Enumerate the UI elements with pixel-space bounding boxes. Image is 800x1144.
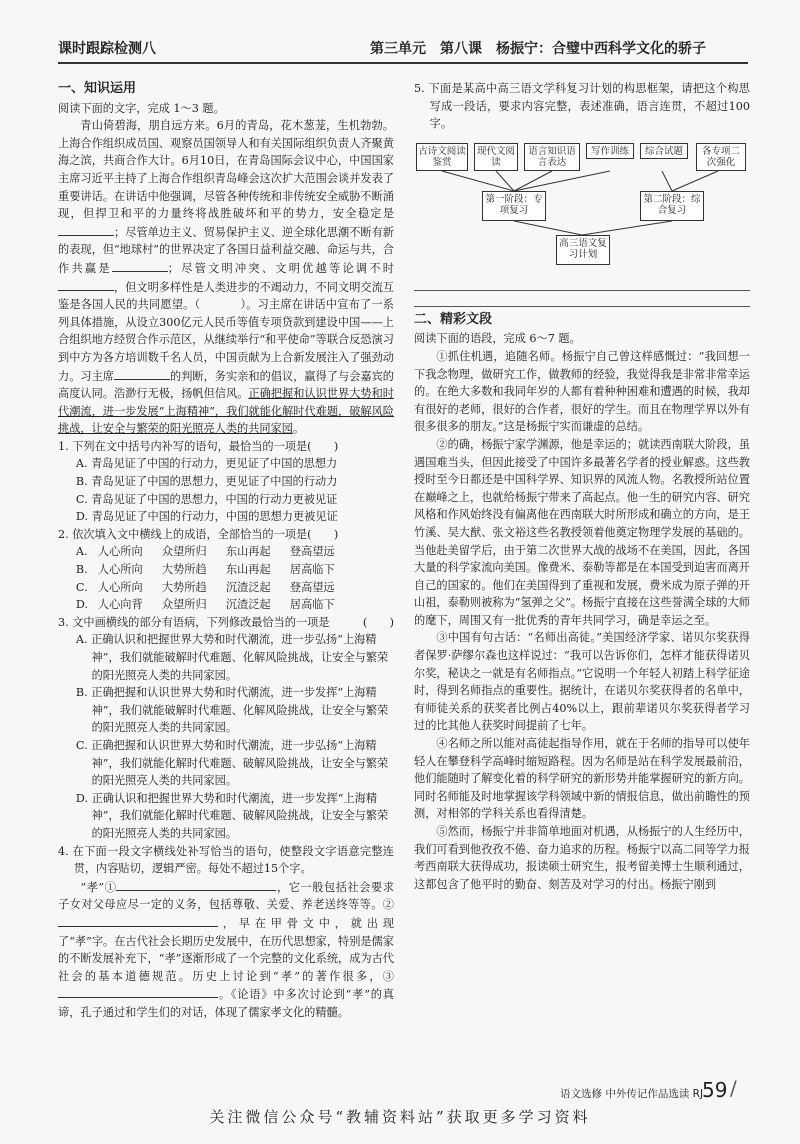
- idiom: 沉渣泛起: [225, 598, 271, 612]
- q3-option-c[interactable]: C. 正确把握和认识世界大势和时代潮流，进一步弘扬“上海精神”，我们就能化解时代难题、破解风险挑战，让安全与繁荣的阳光照亮人类的共同家园。: [75, 738, 389, 788]
- header-right-title: 第三单元 第八课 杨振宁：合璧中西科学文化的骄子: [370, 41, 706, 57]
- essay-paragraph-4: ④名师之所以能对高徒起指导作用，就在于名师的指导可以使年轻人在攀登科学高峰时缩短路程。因为名师是站在科学发展最前沿，他们能随时了解变化着的科学研究的新形势并能掌握研究的新方向。同时名师能及时地掌握该学科领域中新的情报信息，做出前瞻性的预测，对相邻的学科关系也看得清楚。: [414, 737, 750, 821]
- q1-option-b[interactable]: B. 青岛见证了中国的思想力，更见证了中国的行动力: [75, 475, 338, 489]
- idiom: 东山再起: [225, 563, 271, 577]
- idiom: 众望所归: [161, 598, 207, 612]
- page-number: 59: [702, 1078, 728, 1102]
- essay-paragraph-3: ③中国有句古话：“名师出高徒。”美国经济学家、诺贝尔奖获得者保罗·萨缪尔森也这样说过：“我可以告诉你们，怎样才能获得诺贝尔奖，秘诀之一就是有名师指点。”它说明一个年轻人初踏上科学征途时，得到名师指点的重要性。据统计，在诺贝尔奖获得者的名单中，有师徒关系的获奖者比例占40%以上，跟前辈诺贝尔奖获得者学习过的比其他人获奖时间提前了七年。: [414, 631, 750, 733]
- question-4-passage: [58, 878, 394, 1022]
- section-intro: 阅读下面的文字，完成 1～3 题。: [58, 101, 225, 115]
- q3-option-b[interactable]: B. 正确把握和认识世界大势和时代潮流，进一步发挥“上海精神”，我们就能破解时代难题、化解风险挑战，让安全与繁荣的阳光照亮人类的共同家园。: [75, 686, 389, 735]
- right-column: [414, 80, 750, 893]
- box-writing-training: 写作训练: [586, 143, 634, 159]
- idiom: 人心所向: [97, 563, 143, 577]
- box-stage-two: 第二阶段：综合复习: [640, 191, 704, 221]
- header-left-title: 课时跟踪检测八: [58, 41, 156, 57]
- option-letter: B.: [75, 563, 88, 577]
- question-3-stem: [58, 614, 394, 632]
- box-modern-reading: 现代文阅读: [474, 143, 518, 171]
- q4-text: ，早在甲骨文中，就出现了“孝”字。在古代社会长期历史发展中，在历代思想家，特别是儒家的不断发展补充下，“孝”逐渐形成了一个完整的文化系统，成为古代社会的基本道德规范。历史上讨论到“孝”的著作很多，③: [58, 916, 394, 983]
- answer-line[interactable]: [414, 291, 750, 307]
- box-review-plan: 高三语文复习计划: [556, 235, 610, 265]
- q1-option-a[interactable]: A. 青岛见证了中国的行动力，更见证了中国的思想力: [75, 457, 338, 471]
- question-5-stem: 5. 下面是某高中高三语文学科复习计划的构思框架，请把这个构思写成一段话，要求内容完整，表述准确，语言连贯，不超过100字。: [414, 82, 750, 131]
- q3-stem-text: 3. 文中画横线的部分有语病，下列修改最恰当的一项是: [58, 615, 330, 629]
- passage-text: ，但文明多样性是人类进步的不竭动力，不同文明交流互鉴是各国人民的共同愿望。（: [58, 280, 394, 312]
- passage-text: ；尽管文明冲突、文明优越等论调不时: [167, 261, 394, 275]
- q2-option-b[interactable]: [58, 561, 394, 579]
- q4-blank-2[interactable]: [58, 914, 218, 927]
- idiom: 沉渣泛起: [225, 580, 271, 594]
- option-letter: A.: [75, 545, 88, 559]
- box-second-reinforcement: 各专项二次强化: [696, 143, 746, 171]
- box-poetry-reading: 古诗文阅读鉴赏: [416, 143, 468, 171]
- idiom: 人心向背: [97, 598, 143, 612]
- q3-option-a[interactable]: A. 正确认识和把握世界大势和时代潮流，进一步弘扬“上海精神”，我们就能破解时代难题、化解风险挑战，让安全与繁荣的阳光照亮人类的共同家园。: [75, 633, 389, 682]
- footer-book-title: 语文选修 中外传记作品选读 RJ: [560, 1088, 704, 1100]
- passage-text: ；尽管单边主义、贸易保护主义、逆全球化思潮不断有新的表现，但“地球村”的世界决定了各国日益利益交融、命运与共，合作共赢是: [58, 225, 394, 275]
- q2-option-a[interactable]: [58, 543, 394, 561]
- passage-paragraph: [58, 117, 394, 438]
- idiom: 众望所归: [161, 545, 207, 559]
- idiom: 居高临下: [289, 563, 335, 577]
- idiom: 居高临下: [289, 598, 335, 612]
- q1-option-c[interactable]: C. 青岛见证了中国的思想力，中国的行动力更被见证: [75, 492, 338, 506]
- passage-text: ）。习主席在讲话中宣布了一系列具体措施，从设立300亿元人民币等值专项贷款到建设中国——上合组织地方经贸合作示范区，从继续举行“和平使命”等联合反恐演习到中方为各方培训数千名人员，中国贡献为上合新发展注入了强劲动力。习主席: [58, 298, 394, 383]
- q4-text: “孝”①: [80, 880, 117, 894]
- option-letter: D.: [75, 598, 89, 612]
- section2-intro: 阅读下面的语段，完成 6～7 题。: [414, 332, 581, 346]
- passage-text: 。: [292, 422, 305, 436]
- passage-text: 青山倚碧海，朋自远方来。6月的青岛，花木葱茏，生机勃勃。上海合作组织成员国、观察员国领导人和有关国际组织负责人齐聚黄海之滨，共商合作大计。6月10日，在青岛国际会议中心，中国国家主席习近平主持了上海合作组织青岛峰会这次扩大范围会谈并发表了重要讲话。在讲话中他强调，尽管各种传统和非传统安全威胁不断涌现，但捍卫和平的力量终将战胜破坏和平的势力，安全稳定是: [58, 119, 394, 221]
- section-title-excellent: 二、精彩文段: [414, 311, 493, 327]
- blank-1[interactable]: [58, 223, 114, 236]
- left-column: [58, 80, 394, 1021]
- option-letter: C.: [75, 580, 88, 594]
- box-comprehensive-test: 综合试题: [640, 143, 688, 159]
- idiom: 大势所趋: [161, 563, 207, 577]
- question-4-stem: 4. 在下面一段文字横线处补写恰当的语句，使整段文字语意完整连贯，内容贴切，逻辑严密。每处不超过15个字。: [58, 844, 394, 876]
- idiom: 登高望远: [289, 545, 335, 559]
- idiom: 大势所趋: [161, 580, 207, 594]
- underlined-sentence: 正确把握和认识世界大势和时代潮流，进一步发展“上海精神”，我们就能化解时代难题，破解风险挑战，让安全与繁荣的阳光照亮人类的共同家园: [58, 387, 394, 436]
- idiom: 登高望远: [289, 580, 335, 594]
- q4-text: ，它一般包括社会要求子女对父母应尽一定的义务，包括尊敬、关爱、养老送终等等。②: [58, 880, 394, 912]
- bottom-promo-note: 关注微信公众号“教辅资料站”获取更多学习资料: [209, 1108, 591, 1126]
- passage-text: 的判断，务实亲和的倡议，赢得了与会嘉宾的高度认同。浩渺行无极，扬帆但信风。: [58, 369, 394, 401]
- essay-paragraph-2: ②的确，杨振宁家学渊源，他是幸运的；就读西南联大阶段，虽遇国难当头，但因此接受了中国许多最著名学者的授业解惑。这些教授时至今日都还是中国科学界、知识界的风流人物。名教授所站位置在巅峰之上，也就给杨振宁带来了高起点。他一生的研究内容、研究风格和作风始终没有偏离他在西南联大时所形成和确立的方向，是王竹溪、吴大猷、张文裕这些名教授领着他奠定物理学发展的基础的。当他赴美留学后，由于第二次世界大战的战场不在美国，因此，各国大量的科学家流向美国。像费米、泰勒等都是在本国受到迫害而离开自己的国家的。他们在美国得到了重视和发展，费米成为原子弹的开山祖，泰勒则被称为“氢弹之父”。杨振宁直接在这些誉满全球的大师的麾下，周围又有一批优秀的青年共同学习，确是幸运之至。: [414, 437, 750, 627]
- question-1-stem: 1. 下列在文中括号内补写的语句，最恰当的一项是( ): [58, 439, 339, 453]
- q2-option-d[interactable]: [58, 596, 394, 614]
- essay-paragraph-1: ①抓住机遇，追随名师。杨振宁自己曾这样感慨过：“我回想一下我念物理，做研究工作，做教师的经验，我觉得我是非常非常幸运的。在绝大多数和我同年岁的人都有着种种困难和遭遇的时候，我却有很好的老师，很好的合作者，很好的学生。而且在物理学界以外有很多很多的朋友。”这是杨振宁实而谦虚的总结。: [414, 349, 750, 434]
- q2-option-c[interactable]: [58, 579, 394, 597]
- q4-text: 。《论语》中多次讨论到“孝”的真谛，孔子通过和学生们的对话，体现了儒家孝文化的精髓。: [58, 988, 394, 1019]
- blank-3[interactable]: [58, 278, 114, 291]
- blank-4[interactable]: [114, 367, 170, 380]
- idiom: 东山再起: [225, 545, 271, 559]
- question-2-stem: 2. 依次填入文中横线上的成语，全部恰当的一项是( ): [58, 527, 339, 541]
- q4-blank-1[interactable]: [116, 878, 276, 891]
- essay-paragraph-5: ⑤然而，杨振宁并非简单地面对机遇，从杨振宁的人生经历中，我们可看到他孜孜不倦、奋力追求的历程。杨振宁以高二同等学力报考西南联大获得成功，报读硕士研究生，报考留美博士生顺利通过，这都包含了他平时的勤奋、刻苦及对学习的付出。杨振宁刚到: [414, 825, 750, 891]
- q4-blank-3[interactable]: [58, 985, 218, 998]
- answer-paren[interactable]: ( ): [362, 615, 394, 629]
- q1-option-d[interactable]: D. 青岛见证了中国的行动力，中国的思想力更被见证: [75, 510, 338, 524]
- box-language-knowledge: 语言知识语言表达: [524, 143, 580, 171]
- idiom: 人心所向: [97, 580, 143, 594]
- blank-2[interactable]: [112, 259, 168, 272]
- section-title-knowledge: 一、知识运用: [58, 81, 137, 96]
- q3-option-d[interactable]: D. 正确认识和把握世界大势和时代潮流，进一步发挥“上海精神”，我们就能化解时代难题、破解风险挑战，让安全与繁荣的阳光照亮人类的共同家园。: [75, 791, 389, 840]
- idiom: 人心所向: [97, 545, 143, 559]
- answer-line[interactable]: [414, 275, 750, 291]
- page-slash-decoration: /: [730, 1076, 737, 1100]
- header-rule: [58, 62, 748, 64]
- box-stage-one: 第一阶段：专项复习: [482, 191, 546, 221]
- plan-diagram: [414, 139, 750, 269]
